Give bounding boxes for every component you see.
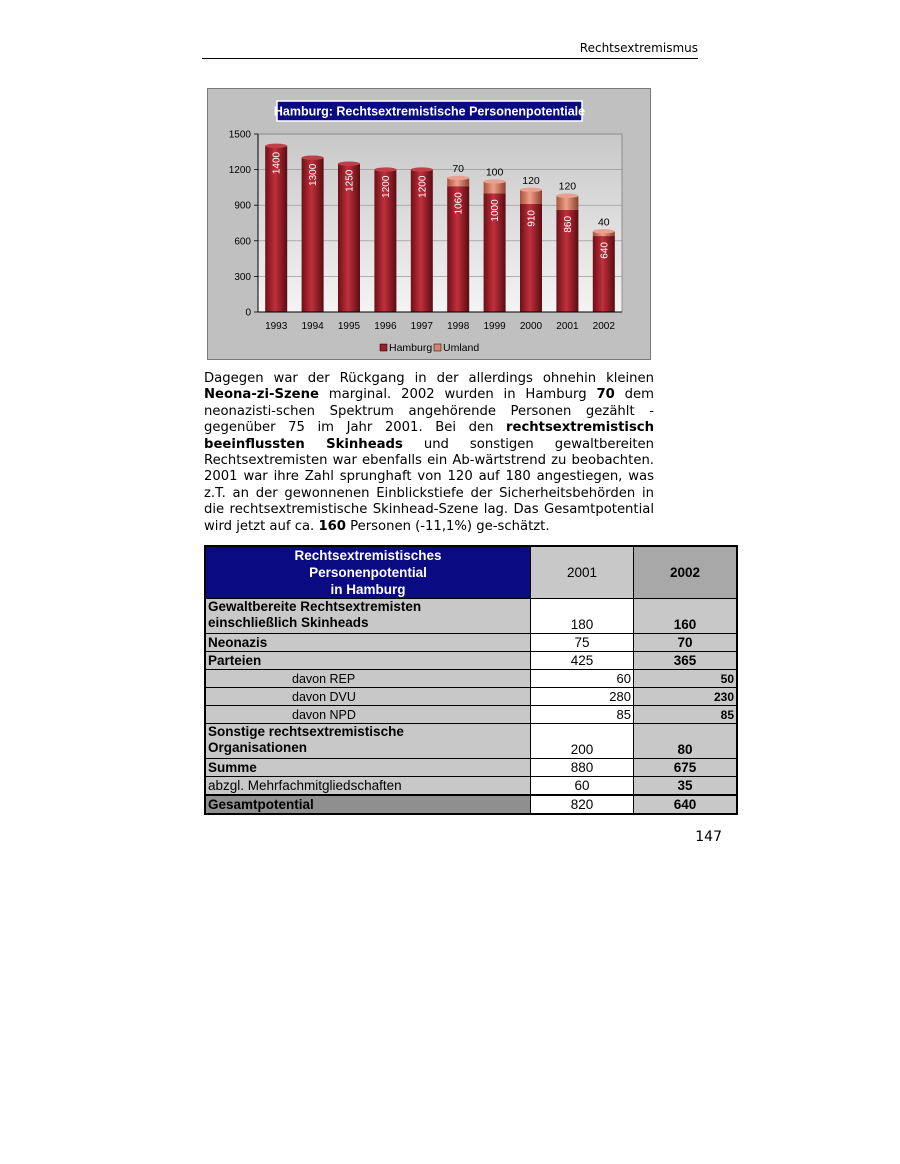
cell-2002: 365	[634, 652, 738, 670]
head-line-3: in Hamburg	[330, 582, 406, 597]
bold-text-run: rechtsextremistisch beeinflussten Skinheads	[204, 420, 654, 452]
row-label-line2: einschließlich Skinheads	[208, 615, 369, 630]
table-row	[205, 652, 737, 670]
y-tick-label: 1500	[228, 129, 251, 141]
bar-top-cap	[265, 144, 287, 148]
bar-top-cap	[447, 176, 469, 180]
x-tick-label: 1993	[265, 321, 288, 332]
cell-2001: 880	[531, 759, 634, 777]
cell-2001: 280	[531, 688, 634, 706]
table-row	[205, 599, 737, 634]
bold-text-run: 160	[318, 518, 346, 534]
text-run: marginal. 2002 wurden in Hamburg	[318, 387, 597, 403]
table-row	[205, 724, 737, 759]
cell-2002: 160	[634, 599, 738, 634]
y-tick-label: 1200	[228, 165, 251, 177]
table-row	[205, 670, 737, 688]
cell-2001: 60	[531, 777, 634, 796]
legend-swatch-umland	[434, 344, 441, 351]
row-label: davon NPD	[205, 706, 531, 724]
table-row-total	[205, 795, 737, 814]
data-label-hamburg: 1400	[271, 151, 283, 175]
bar-top-cap	[374, 167, 396, 171]
data-label-hamburg: 1200	[380, 175, 392, 198]
page-number: 147	[695, 829, 722, 845]
data-label-umland: 120	[558, 180, 577, 193]
bold-text-run: Neona-zi-Szene	[204, 387, 319, 403]
col-head-2001: 2001	[531, 546, 634, 599]
table-row	[205, 634, 737, 652]
row-label: Summe	[205, 759, 531, 777]
bar-top-cap	[593, 229, 615, 233]
bar-top-cap	[556, 194, 578, 198]
body-paragraph	[204, 371, 654, 535]
running-header	[202, 40, 698, 59]
legend-label-hamburg: Hamburg	[389, 342, 433, 354]
cell-2002: 50	[634, 670, 738, 688]
row-label-line2: Organisationen	[208, 740, 308, 755]
table-row	[205, 777, 737, 796]
cell-2002: 230	[634, 688, 738, 706]
data-label-umland: 100	[485, 166, 504, 179]
data-label-hamburg: 910	[526, 210, 538, 227]
text-run: dem neonazisti-schen Spektrum angehörende Personen gezählt - gegenüber 75 im Jahr 2001. Bei den	[204, 387, 654, 436]
table-row	[205, 759, 737, 777]
cell-2001: 85	[531, 706, 634, 724]
col-head-2002: 2002	[634, 546, 738, 599]
running-title: Rechtsextremismus	[579, 41, 698, 55]
head-line-2: Personenpotential	[309, 565, 427, 580]
text-run: Dagegen war der Rückgang in der allerdings ohnehin kleinen	[204, 371, 654, 386]
row-label	[205, 599, 531, 634]
x-tick-label: 1998	[447, 321, 470, 332]
data-label-hamburg: 1250	[344, 169, 356, 192]
head-line-1: Rechtsextremistisches	[294, 548, 442, 563]
bold-text-run: 70	[596, 387, 615, 403]
row-label: Gesamtpotential	[205, 795, 531, 814]
data-label-umland: 70	[452, 162, 465, 175]
text-run: und sonstigen gewaltbereiten Rechtsextremisten war ebenfalls ein Ab-wärtstrend zu beobachten. 2001 war ihre Zahl sprunghaft von 120 auf 180 angestiegen, was z.T. an der gewonnenen Einblickstiefe der Sicherheitsbehörden in die rechtsextremistische Skinhead-Szene lag. Das Gesamtpotential wird jetzt auf ca.	[204, 436, 654, 534]
chart-container	[207, 88, 651, 360]
potential-table	[204, 545, 738, 815]
cell-2002: 85	[634, 706, 738, 724]
x-tick-label: 2001	[556, 321, 579, 332]
data-label-umland: 40	[597, 216, 610, 229]
row-label	[205, 724, 531, 759]
bar-chart	[208, 89, 652, 361]
x-tick-label: 1999	[483, 321, 506, 332]
table-header-row	[205, 546, 737, 599]
row-label: Neonazis	[205, 634, 531, 652]
x-tick-label: 1995	[337, 321, 361, 332]
cell-2002: 675	[634, 759, 738, 777]
x-tick-label: 2002	[592, 321, 615, 332]
x-tick-label: 2000	[519, 321, 543, 332]
table-head-label	[205, 546, 531, 599]
table-row	[205, 688, 737, 706]
legend	[380, 342, 479, 354]
bar-top-cap	[411, 167, 433, 171]
plot-area	[229, 130, 622, 333]
cell-2001: 180	[531, 599, 634, 634]
y-tick-label: 0	[245, 307, 251, 319]
x-tick-label: 1997	[410, 321, 433, 332]
y-tick-label: 300	[234, 271, 251, 283]
row-label: Parteien	[205, 652, 531, 670]
legend-label-umland: Umland	[443, 342, 480, 354]
row-label: abzgl. Mehrfachmitgliedschaften	[205, 777, 531, 796]
row-label-line1: Gewaltbereite Rechtsextremisten	[208, 599, 422, 614]
cell-2001: 200	[531, 724, 634, 759]
cell-2002: 70	[634, 634, 738, 652]
y-tick-label: 600	[234, 236, 251, 248]
cell-2001: 820	[531, 795, 634, 814]
data-label-hamburg: 1200	[417, 175, 429, 198]
row-label-line1: Sonstige rechtsextremistische	[208, 724, 404, 739]
data-label-hamburg: 1300	[308, 163, 320, 186]
cell-2002: 35	[634, 777, 738, 796]
bar-top-cap	[338, 161, 360, 165]
x-tick-label: 1994	[301, 321, 324, 332]
y-tick-label: 900	[234, 200, 251, 212]
bar-top-cap	[484, 179, 506, 183]
data-label-hamburg: 640	[599, 242, 611, 259]
chart-title: Hamburg: Rechtsextremistische Personenpotentiale	[273, 104, 586, 119]
cell-2001: 425	[531, 652, 634, 670]
cell-2001: 60	[531, 670, 634, 688]
cell-2002: 80	[634, 724, 738, 759]
data-label-hamburg: 860	[562, 215, 574, 233]
row-label: davon REP	[205, 670, 531, 688]
cell-2002: 640	[634, 795, 738, 814]
bar-top-cap	[520, 188, 542, 192]
bar-top-cap	[302, 156, 324, 160]
data-label-hamburg: 1060	[453, 192, 465, 215]
x-tick-label: 1996	[374, 321, 397, 332]
data-label-umland: 120	[522, 174, 540, 187]
table-row	[205, 706, 737, 724]
row-label: davon DVU	[205, 688, 531, 706]
text-run: Personen (-11,1%) ge-schätzt.	[345, 518, 550, 534]
legend-swatch-hamburg	[380, 344, 387, 351]
data-label-hamburg: 1000	[490, 199, 502, 222]
cell-2001: 75	[531, 634, 634, 652]
